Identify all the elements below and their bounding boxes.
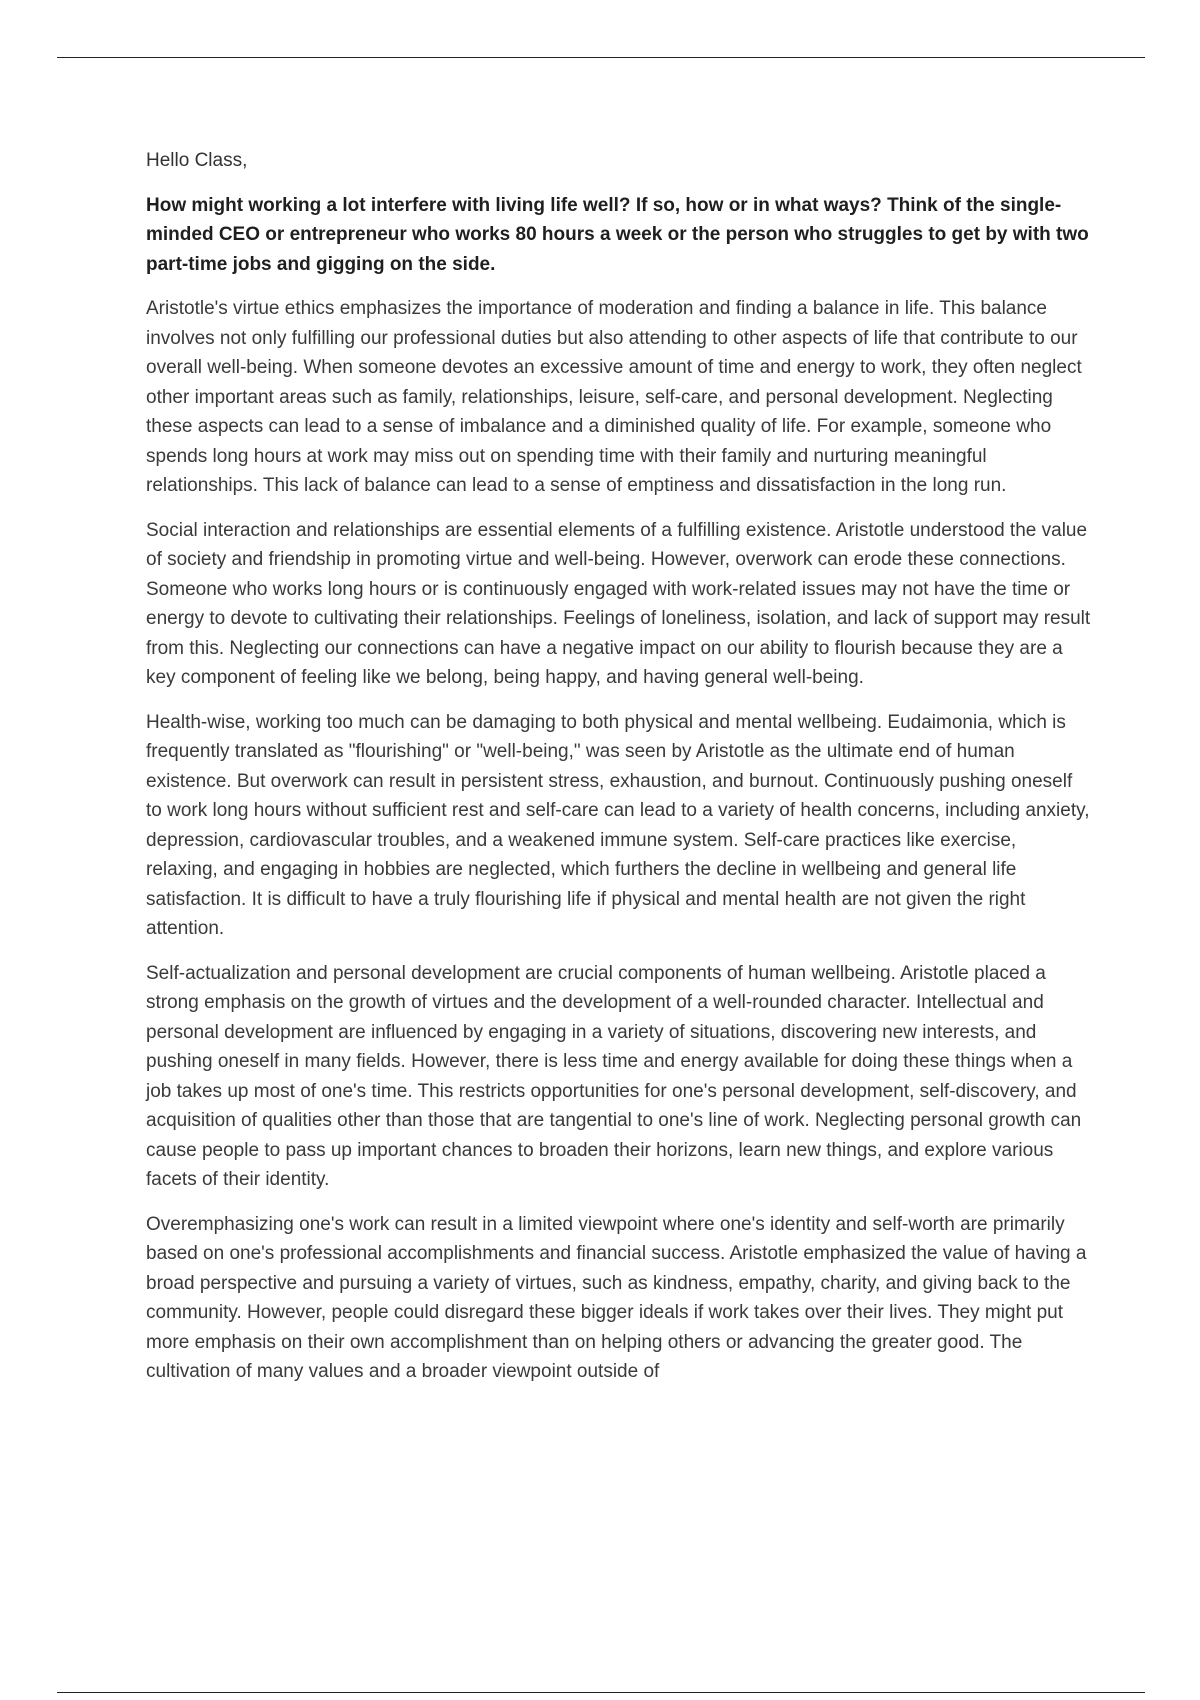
- paragraph-relationships: Social interaction and relationships are essential elements of a fulfilling existence. Aristotle understood the value of society and friendship in promoting virtue and well-being. However, overwork can erode these connections. Someone who works long hours or is continuously engaged with work-related issues may not have the time or energy to devote to cultivating their relationships. Feelings of loneliness, isolation, and lack of support may result from this. Neglecting our connections can have a negative impact on our ability to flourish because they are a key component of feeling like we belong, being happy, and having general well-being.: [146, 519, 1091, 688]
- page-top-rule: [57, 57, 1145, 58]
- page-bottom-rule: [57, 1692, 1145, 1693]
- paragraph-personal-development: Self-actualization and personal development are crucial components of human wellbeing. Aristotle placed a strong emphasis on the growth of virtues and the development of a well-rounded character. Intellectual and personal development are influenced by engaging in a variety of situations, discovering new interests, and pushing oneself in many fields. However, there is less time and energy available for doing these things when a job takes up most of one's time. This restricts opportunities for one's personal development, self-discovery, and acquisition of qualities other than those that are tangential to one's line of work. Neglecting personal growth can cause people to pass up important chances to broaden their horizons, learn new things, and explore various facets of their identity.: [146, 962, 1082, 1190]
- discussion-question: How might working a lot interfere with living life well? If so, how or in what ways? Think of the single-minded CEO or entrepreneur who works 80 hours a week or the person who struggles to get by with two part-time jobs and gigging on the side.: [146, 194, 1089, 275]
- paragraph-balance: Aristotle's virtue ethics emphasizes the importance of moderation and finding a balance in life. This balance involves not only fulfilling our professional duties but also attending to other aspects of life that contribute to our overall well-being. When someone devotes an excessive amount of time and energy to work, they often neglect other important areas such as family, relationships, leisure, self-care, and personal development. Neglecting these aspects can lead to a sense of imbalance and a diminished quality of life. For example, someone who spends long hours at work may miss out on spending time with their family and nurturing meaningful relationships. This lack of balance can lead to a sense of emptiness and dissatisfaction in the long run.: [146, 298, 1082, 496]
- paragraph-perspective: Overemphasizing one's work can result in a limited viewpoint where one's identity and self-worth are primarily based on one's professional accomplishments and financial success. Aristotle emphasized the value of having a broad perspective and pursuing a variety of virtues, such as kindness, empathy, charity, and giving back to the community. However, people could disregard these bigger ideals if work takes over their lives. They might put more emphasis on their own accomplishment than on helping others or advancing the greater good. The cultivation of many values and a broader viewpoint outside of: [146, 1213, 1087, 1382]
- greeting: Hello Class,: [146, 150, 248, 171]
- document-body: [146, 146, 1091, 1402]
- paragraph-health: Health-wise, working too much can be damaging to both physical and mental wellbeing. Eudaimonia, which is frequently translated as "flourishing" or "well-being," was seen by Aristotle as the ultimate end of human existence. But overwork can result in persistent stress, exhaustion, and burnout. Continuously pushing oneself to work long hours without sufficient rest and self-care can lead to a variety of health concerns, including anxiety, depression, cardiovascular troubles, and a weakened immune system. Self-care practices like exercise, relaxing, and engaging in hobbies are neglected, which furthers the decline in wellbeing and general life satisfaction. It is difficult to have a truly flourishing life if physical and mental health are not given the right attention.: [146, 711, 1090, 939]
